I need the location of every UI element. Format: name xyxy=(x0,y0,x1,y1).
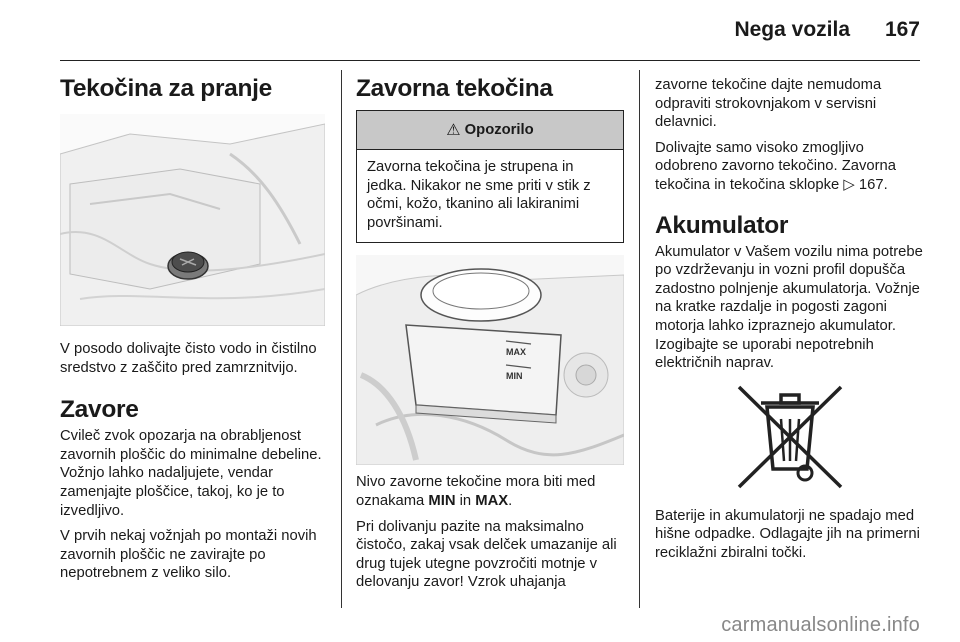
brakes-heading: Zavore xyxy=(60,396,139,424)
column-1 xyxy=(60,70,325,583)
warning-triangle-icon: ⚠ xyxy=(446,122,461,139)
level-text-end: . xyxy=(508,492,513,509)
page-reference-arrow-icon: ▷ xyxy=(843,176,855,193)
brake-fluid-continued-text: zavorne tekočine dajte nemudoma odpraviti strokovnjakom v servisni delavnici. xyxy=(655,77,882,131)
recycling-text: Baterije in akumulatorji ne spadajo med hišne odpadke. Odlagajte jih na primerni reciklažni zbiralni točki. xyxy=(655,507,920,561)
page-number: 167 xyxy=(884,18,920,41)
crossed-out-bin-icon xyxy=(655,383,925,495)
section-title: Nega vozila xyxy=(734,18,850,41)
washer-fluid-heading: Tekočina za pranje xyxy=(60,75,273,102)
brake-fluid-reservoir-illustration xyxy=(356,255,624,465)
min-mark: MIN xyxy=(428,492,456,509)
spec-text-end: . xyxy=(883,176,888,193)
level-text-b: in xyxy=(455,492,476,509)
brake-fluid-topping-text: Pri dolivanju pazite na maksimalno čistočo, zakaj vsak delček umazanije ali drug tujek utegne povzročiti motnje v delovanju zavor! Vzrok uhajanja xyxy=(356,518,617,591)
max-mark: MAX xyxy=(475,492,509,509)
page-header xyxy=(0,0,960,60)
brake-fluid-spec-text xyxy=(655,139,925,195)
battery-heading: Akumulator xyxy=(655,211,789,239)
brakes-paragraph-2: V prvih nekaj vožnjah po montaži novih zavornih ploščic ne zavirajte po nepotrebnem z veliko silo. xyxy=(60,528,317,582)
column-divider-1 xyxy=(341,70,342,608)
reservoir-max-label: MAX xyxy=(506,347,526,358)
battery-text: Akumulator v Vašem vozilu nima potrebe po vzdrževanju in vozni profil dopušča zadostno polnjenje akumulatorja. Vožnje na kratke razdalje in pogosti zagoni motorja lahko izpraznejo akumulator. Izogibajte se uporabi nepotrebnih električnih naprav. xyxy=(655,243,923,372)
washer-fluid-text: V posodo dolivajte čisto vodo in čistilno sredstvo z zaščito pred zamrznitvijo. xyxy=(60,341,317,376)
column-2 xyxy=(356,70,624,592)
brakes-paragraph-1: Cvileč zvok opozarja na obrabljenost zavornih ploščic do minimalne debeline. Vožnjo lahko nadaljujete, vendar zamenjajte ploščice, takoj, ko je to izvedljivo. xyxy=(60,428,322,519)
warning-header xyxy=(357,111,623,150)
spec-text-a: Dolivajte samo visoko zmogljivo odobreno zavorno tekočino. Zavorna tekočina in tekočina sklopke xyxy=(655,139,897,193)
washer-reservoir-illustration xyxy=(60,114,325,326)
reservoir-min-label: MIN xyxy=(506,371,523,382)
warning-text: Zavorna tekočina je strupena in jedka. Nikakor ne sme priti v stik z očmi, kožo, tkanino ali lakiranimi površinami. xyxy=(367,159,591,231)
warning-box xyxy=(356,110,624,243)
header-rule xyxy=(60,60,920,61)
brake-fluid-level-text xyxy=(356,473,624,510)
brake-fluid-heading: Zavorna tekočina xyxy=(356,75,553,102)
level-text-a: Nivo zavorne tekočine mora biti med oznakama xyxy=(356,474,596,509)
column-3 xyxy=(655,70,925,563)
column-divider-2 xyxy=(639,70,640,608)
watermark: carmanualsonline.info xyxy=(721,614,920,636)
warning-label: Opozorilo xyxy=(464,122,534,138)
page-reference-link[interactable]: 167 xyxy=(858,176,884,193)
